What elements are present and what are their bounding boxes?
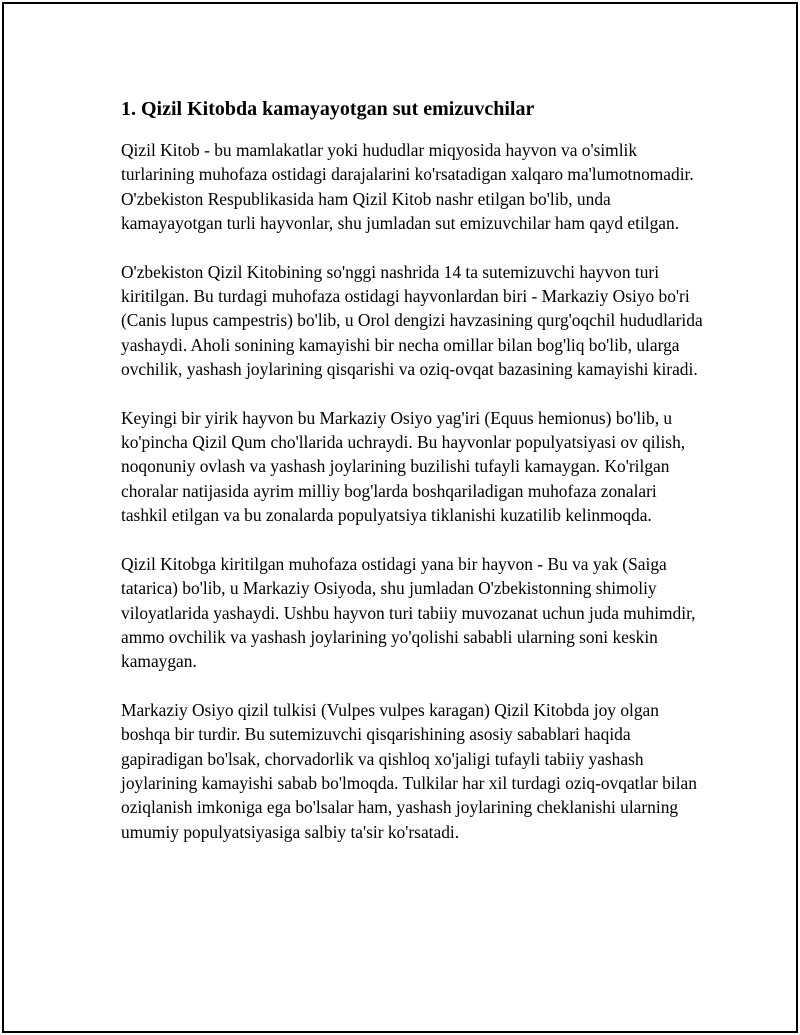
section-heading: 1. Qizil Kitobda kamayayotgan sut emizuvchilar	[121, 98, 535, 120]
paragraph-2: O'zbekiston Qizil Kitobining so'nggi nashrida 14 ta sutemizuvchi hayvon turi kiritilgan. Bu turdagi muhofaza ostidagi hayvonlardan biri - Markaziy Osiyo bo'ri (Canis lupus campestris) bo'lib, u Orol dengizi havzasining qurg'oqchil hududlarida yashaydi. Aholi sonining kamayishi bir necha omillar bilan bog'liq bo'lib, ularga ovchilik, yashash joylarining qisqarishi va oziq-ovqat bazasining kamayishi kiradi.	[121, 261, 703, 380]
document-body	[121, 96, 706, 868]
paragraph-3: Keyingi bir yirik hayvon bu Markaziy Osiyo yag'iri (Equus hemionus) bo'lib, u ko'pincha Qizil Qum cho'llarida uchraydi. Bu hayvonlar populyatsiyasi ov qilish, noqonuniy ovlash va yashash joylarining buzilishi tufayli kamaygan. Ko'rilgan choralar natijasida ayrim milliy bog'larda boshqariladigan muhofaza zonalari tashkil etilgan va bu zonalarda populyatsiya tiklanishi kuzatilib kelinmoqda.	[121, 407, 686, 526]
paragraph-1: Qizil Kitob - bu mamlakatlar yoki hududlar miqyosida hayvon va o'simlik turlarining muhofaza ostidagi darajalarini ko'rsatadigan xalqaro ma'lumotnomadir. O'zbekiston Respublikasida ham Qizil Kitob nashr etilgan bo'lib, unda kamayayotgan turli hayvonlar, shu jumladan sut emizuvchilar ham qayd etilgan.	[121, 140, 694, 234]
paragraph-4: Qizil Kitobga kiritilgan muhofaza ostidagi yana bir hayvon - Bu va yak (Saiga tatarica) bo'lib, u Markaziy Osiyoda, shu jumladan O'zbekistonning shimoliy viloyatlarida yashaydi. Ushbu hayvon turi tabiiy muvozanat uchun juda muhimdir, ammo ovchilik va yashash joylarining yo'qolishi sababli ularning soni keskin kamaygan.	[121, 553, 696, 672]
page-frame	[2, 2, 798, 1033]
paragraph-5: Markaziy Osiyo qizil tulkisi (Vulpes vulpes karagan) Qizil Kitobda joy olgan boshqa bir turdir. Bu sutemizuvchi qisqarishining asosiy sabablari haqida gapiradigan bo'lsak, chorvadorlik va qishloq xo'jaligi tufayli tabiiy yashash joylarining kamayishi sabab bo'lmoqda. Tulkilar har xil turdagi oziq-ovqatlar bilan oziqlanish imkoniga ega bo'lsalar ham, yashash joylarining cheklanishi ularning umumiy populyatsiyasiga salbiy ta'sir ko'rsatadi.	[121, 699, 697, 842]
